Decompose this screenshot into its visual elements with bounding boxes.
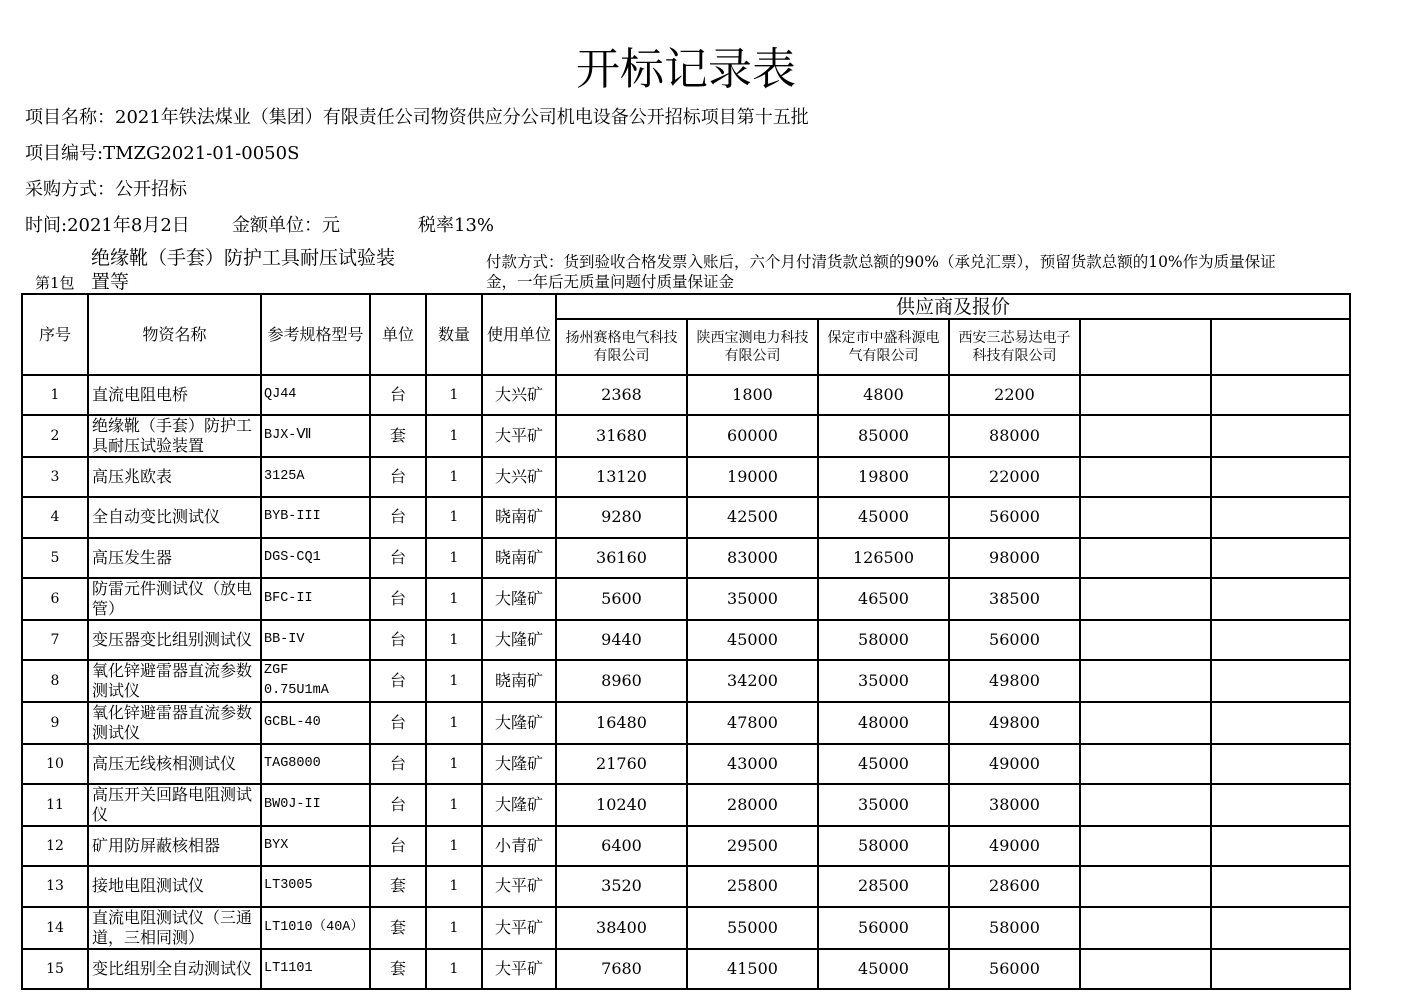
row-number-cell: 15 <box>22 949 88 989</box>
empty-price-cell <box>1080 744 1211 784</box>
empty-price-cell <box>1211 784 1350 826</box>
table-row <box>22 949 1350 989</box>
spec-cell: DGS-CQ1 <box>261 538 370 578</box>
price-cell: 49800 <box>949 702 1080 744</box>
price-cell: 48000 <box>818 702 949 744</box>
price-cell: 38000 <box>949 784 1080 826</box>
unit-cell: 台 <box>370 578 426 620</box>
spec-cell: LT3005 <box>261 866 370 906</box>
empty-price-cell <box>1211 538 1350 578</box>
price-cell: 36160 <box>556 538 687 578</box>
price-cell: 47800 <box>687 702 818 744</box>
spec-cell: BW0J-II <box>261 784 370 826</box>
page-title: 开标记录表 <box>576 44 796 95</box>
item-name-cell: 高压开关回路电阻测试 仪 <box>88 784 261 826</box>
empty-price-cell <box>1211 949 1350 989</box>
price-cell: 98000 <box>949 538 1080 578</box>
table-row <box>22 457 1350 497</box>
user-unit-cell: 大隆矿 <box>482 702 556 744</box>
price-cell: 13120 <box>556 457 687 497</box>
unit-cell: 套 <box>370 415 426 457</box>
empty-price-cell <box>1080 660 1211 702</box>
quantity-cell: 1 <box>426 702 482 744</box>
payment-terms: 付款方式：货到验收合格发票入账后，六个月付清货款总额的90%（承兑汇票），预留货款总额的10%作为质量保证 金，一年后无质量问题付质量保证金 <box>486 253 1276 291</box>
table-header-row <box>22 294 1350 319</box>
header-quantity: 数量 <box>426 294 482 375</box>
user-unit-cell: 大平矿 <box>482 907 556 949</box>
price-cell: 5600 <box>556 578 687 620</box>
empty-price-cell <box>1080 375 1211 415</box>
empty-price-cell <box>1211 907 1350 949</box>
supplier-name-3: 保定市中盛科源电 气有限公司 <box>818 319 949 375</box>
empty-price-cell <box>1211 375 1350 415</box>
spec-cell: BB-IV <box>261 620 370 660</box>
price-cell: 9280 <box>556 497 687 537</box>
empty-price-cell <box>1080 907 1211 949</box>
price-cell: 22000 <box>949 457 1080 497</box>
price-cell: 7680 <box>556 949 687 989</box>
item-name-cell: 矿用防屏蔽核相器 <box>88 826 261 866</box>
price-cell: 16480 <box>556 702 687 744</box>
price-cell: 35000 <box>818 784 949 826</box>
empty-supplier-cell <box>1080 319 1211 375</box>
user-unit-cell: 晓南矿 <box>482 497 556 537</box>
spec-cell: LT1010（40A） <box>261 907 370 949</box>
user-unit-cell: 大隆矿 <box>482 620 556 660</box>
bid-table-body <box>22 375 1350 989</box>
user-unit-cell: 大平矿 <box>482 415 556 457</box>
row-number-cell: 3 <box>22 457 88 497</box>
unit-cell: 台 <box>370 744 426 784</box>
price-cell: 88000 <box>949 415 1080 457</box>
supplier-name-2: 陕西宝测电力科技 有限公司 <box>687 319 818 375</box>
row-number-cell: 8 <box>22 660 88 702</box>
header-spec: 参考规格型号 <box>261 294 370 375</box>
row-number-cell: 1 <box>22 375 88 415</box>
date-text: 时间:2021年8月2日 <box>25 215 190 236</box>
price-cell: 2200 <box>949 375 1080 415</box>
quantity-cell: 1 <box>426 578 482 620</box>
user-unit-cell: 大兴矿 <box>482 457 556 497</box>
spec-cell: LT1101 <box>261 949 370 989</box>
item-name-cell: 直流电阻电桥 <box>88 375 261 415</box>
price-cell: 56000 <box>949 497 1080 537</box>
price-cell: 45000 <box>818 744 949 784</box>
price-cell: 49000 <box>949 826 1080 866</box>
table-row <box>22 866 1350 906</box>
price-cell: 38500 <box>949 578 1080 620</box>
price-cell: 43000 <box>687 744 818 784</box>
unit-cell: 台 <box>370 497 426 537</box>
table-row <box>22 415 1350 457</box>
table-row <box>22 826 1350 866</box>
header-unit: 单位 <box>370 294 426 375</box>
row-number-cell: 7 <box>22 620 88 660</box>
unit-cell: 套 <box>370 949 426 989</box>
table-row <box>22 702 1350 744</box>
quantity-cell: 1 <box>426 457 482 497</box>
price-cell: 4800 <box>818 375 949 415</box>
price-cell: 58000 <box>818 826 949 866</box>
price-cell: 29500 <box>687 826 818 866</box>
empty-price-cell <box>1211 457 1350 497</box>
header-item-name: 物资名称 <box>88 294 261 375</box>
item-name-cell: 防雷元件测试仪（放电 管） <box>88 578 261 620</box>
user-unit-cell: 晓南矿 <box>482 660 556 702</box>
item-name-cell: 高压发生器 <box>88 538 261 578</box>
price-cell: 49000 <box>949 744 1080 784</box>
price-cell: 45000 <box>818 949 949 989</box>
item-name-cell: 氧化锌避雷器直流参数 测试仪 <box>88 702 261 744</box>
user-unit-cell: 大隆矿 <box>482 744 556 784</box>
quantity-cell: 1 <box>426 620 482 660</box>
spec-cell: BYB-III <box>261 497 370 537</box>
empty-price-cell <box>1211 744 1350 784</box>
supplier-name-1: 扬州赛格电气科技 有限公司 <box>556 319 687 375</box>
quantity-cell: 1 <box>426 826 482 866</box>
user-unit-cell: 晓南矿 <box>482 538 556 578</box>
price-cell: 126500 <box>818 538 949 578</box>
quantity-cell: 1 <box>426 415 482 457</box>
project-name-line: 项目名称：2021年铁法煤业（集团）有限责任公司物资供应分公司机电设备公开招标项目第十五批 <box>25 107 809 128</box>
row-number-cell: 9 <box>22 702 88 744</box>
item-name-cell: 接地电阻测试仪 <box>88 866 261 906</box>
quantity-cell: 1 <box>426 497 482 537</box>
tax-rate-text: 税率13% <box>418 215 495 236</box>
table-row <box>22 907 1350 949</box>
header-suppliers-group: 供应商及报价 <box>556 294 1350 319</box>
item-name-cell: 高压兆欧表 <box>88 457 261 497</box>
price-cell: 56000 <box>818 907 949 949</box>
price-cell: 35000 <box>818 660 949 702</box>
package-label: 第1包 <box>35 274 75 292</box>
price-cell: 35000 <box>687 578 818 620</box>
unit-cell: 台 <box>370 660 426 702</box>
user-unit-cell: 大兴矿 <box>482 375 556 415</box>
quantity-cell: 1 <box>426 784 482 826</box>
price-cell: 6400 <box>556 826 687 866</box>
quantity-cell: 1 <box>426 660 482 702</box>
user-unit-cell: 大隆矿 <box>482 784 556 826</box>
empty-price-cell <box>1080 415 1211 457</box>
empty-price-cell <box>1080 826 1211 866</box>
price-cell: 45000 <box>687 620 818 660</box>
price-cell: 28600 <box>949 866 1080 906</box>
empty-price-cell <box>1211 660 1350 702</box>
price-cell: 83000 <box>687 538 818 578</box>
empty-price-cell <box>1080 538 1211 578</box>
item-name-cell: 变压器变比组别测试仪 <box>88 620 261 660</box>
empty-price-cell <box>1080 866 1211 906</box>
item-name-cell: 变比组别全自动测试仪 <box>88 949 261 989</box>
row-number-cell: 11 <box>22 784 88 826</box>
spec-cell: QJ44 <box>261 375 370 415</box>
currency-unit-text: 金额单位：元 <box>232 215 340 236</box>
quantity-cell: 1 <box>426 907 482 949</box>
row-number-cell: 5 <box>22 538 88 578</box>
empty-price-cell <box>1211 620 1350 660</box>
price-cell: 60000 <box>687 415 818 457</box>
row-number-cell: 4 <box>22 497 88 537</box>
header-no: 序号 <box>22 294 88 375</box>
price-cell: 31680 <box>556 415 687 457</box>
row-number-cell: 10 <box>22 744 88 784</box>
price-cell: 1800 <box>687 375 818 415</box>
table-row <box>22 375 1350 415</box>
price-cell: 58000 <box>818 620 949 660</box>
row-number-cell: 6 <box>22 578 88 620</box>
table-row <box>22 538 1350 578</box>
spec-cell: BJX-Ⅶ <box>261 415 370 457</box>
unit-cell: 台 <box>370 784 426 826</box>
spec-cell: ZGF 0.75U1mA <box>261 660 370 702</box>
spec-cell: BYX <box>261 826 370 866</box>
unit-cell: 台 <box>370 826 426 866</box>
empty-price-cell <box>1080 784 1211 826</box>
item-name-cell: 绝缘靴（手套）防护工 具耐压试验装置 <box>88 415 261 457</box>
price-cell: 28000 <box>687 784 818 826</box>
price-cell: 42500 <box>687 497 818 537</box>
price-cell: 3520 <box>556 866 687 906</box>
item-name-cell: 高压无线核相测试仪 <box>88 744 261 784</box>
quantity-cell: 1 <box>426 866 482 906</box>
table-row <box>22 784 1350 826</box>
table-row <box>22 660 1350 702</box>
empty-price-cell <box>1080 457 1211 497</box>
unit-cell: 台 <box>370 702 426 744</box>
price-cell: 8960 <box>556 660 687 702</box>
bid-record-table <box>21 293 1351 990</box>
price-cell: 19000 <box>687 457 818 497</box>
row-number-cell: 2 <box>22 415 88 457</box>
supplier-name-4: 西安三芯易达电子 科技有限公司 <box>949 319 1080 375</box>
price-cell: 19800 <box>818 457 949 497</box>
price-cell: 21760 <box>556 744 687 784</box>
table-row <box>22 620 1350 660</box>
item-name-cell: 氧化锌避雷器直流参数 测试仪 <box>88 660 261 702</box>
price-cell: 34200 <box>687 660 818 702</box>
procurement-method-line: 采购方式：公开招标 <box>25 179 187 200</box>
empty-price-cell <box>1080 949 1211 989</box>
empty-price-cell <box>1080 578 1211 620</box>
quantity-cell: 1 <box>426 949 482 989</box>
unit-cell: 台 <box>370 457 426 497</box>
unit-cell: 套 <box>370 866 426 906</box>
user-unit-cell: 小青矿 <box>482 826 556 866</box>
price-cell: 56000 <box>949 620 1080 660</box>
spec-cell: GCBL-40 <box>261 702 370 744</box>
user-unit-cell: 大平矿 <box>482 949 556 989</box>
spec-cell: 3125A <box>261 457 370 497</box>
price-cell: 9440 <box>556 620 687 660</box>
project-code-line: 项目编号:TMZG2021-01-0050S <box>25 143 300 164</box>
unit-cell: 台 <box>370 538 426 578</box>
spec-cell: BFC-II <box>261 578 370 620</box>
empty-price-cell <box>1211 415 1350 457</box>
quantity-cell: 1 <box>426 538 482 578</box>
unit-cell: 套 <box>370 907 426 949</box>
price-cell: 49800 <box>949 660 1080 702</box>
table-row <box>22 578 1350 620</box>
unit-cell: 台 <box>370 375 426 415</box>
price-cell: 58000 <box>949 907 1080 949</box>
row-number-cell: 14 <box>22 907 88 949</box>
price-cell: 55000 <box>687 907 818 949</box>
empty-price-cell <box>1211 866 1350 906</box>
price-cell: 25800 <box>687 866 818 906</box>
table-row <box>22 744 1350 784</box>
price-cell: 10240 <box>556 784 687 826</box>
empty-price-cell <box>1211 578 1350 620</box>
empty-price-cell <box>1080 620 1211 660</box>
user-unit-cell: 大平矿 <box>482 866 556 906</box>
price-cell: 41500 <box>687 949 818 989</box>
header-user-unit: 使用单位 <box>482 294 556 375</box>
spec-cell: TAG8000 <box>261 744 370 784</box>
price-cell: 28500 <box>818 866 949 906</box>
user-unit-cell: 大隆矿 <box>482 578 556 620</box>
empty-price-cell <box>1211 702 1350 744</box>
price-cell: 38400 <box>556 907 687 949</box>
empty-price-cell <box>1080 497 1211 537</box>
price-cell: 56000 <box>949 949 1080 989</box>
price-cell: 2368 <box>556 375 687 415</box>
empty-price-cell <box>1080 702 1211 744</box>
item-name-cell: 直流电阻测试仪（三通 道，三相同测） <box>88 907 261 949</box>
empty-supplier-cell <box>1211 319 1350 375</box>
price-cell: 85000 <box>818 415 949 457</box>
price-cell: 45000 <box>818 497 949 537</box>
unit-cell: 台 <box>370 620 426 660</box>
empty-price-cell <box>1211 826 1350 866</box>
price-cell: 46500 <box>818 578 949 620</box>
package-name: 绝缘靴（手套）防护工具耐压试验装 置等 <box>91 247 396 293</box>
table-row <box>22 497 1350 537</box>
row-number-cell: 13 <box>22 866 88 906</box>
quantity-cell: 1 <box>426 375 482 415</box>
item-name-cell: 全自动变比测试仪 <box>88 497 261 537</box>
empty-price-cell <box>1211 497 1350 537</box>
row-number-cell: 12 <box>22 826 88 866</box>
quantity-cell: 1 <box>426 744 482 784</box>
